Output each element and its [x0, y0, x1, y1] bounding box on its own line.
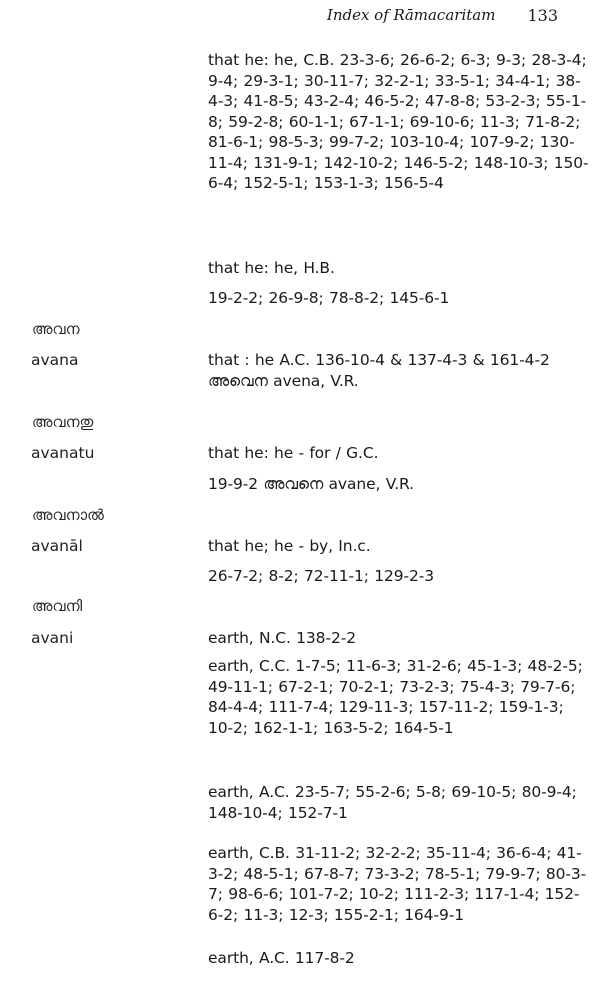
definition-continuation: that he: he, H.B. — [208, 259, 335, 277]
entry-definition: earth, C.B. 31-11-2; 32-2-2; 35-11-4; 36-6-4; 41-3-2; 48-5-1; 67-8-7; 73-3-2; 78-5-1; 79-9-7; 80-3-7; 98-6-6; 101-7-2; 10-2; 111-2-3; 117-1-4; 152-6-2; 11-3; 12-3; 155-2-1; 164-9-1 — [208, 844, 587, 924]
entry-definition: that he; he - by, In.c. — [208, 537, 371, 555]
entry-definition: 26-7-2; 8-2; 72-11-1; 129-2-3 — [208, 567, 434, 585]
entry-definition: that he: he - for / G.C. — [208, 444, 379, 462]
entry-definition: 19-9-2 അവനെ avane, V.R. — [208, 475, 414, 493]
entry-heading-malayalam: അവനാൽ — [32, 506, 104, 524]
entry-headword: avani — [31, 629, 74, 647]
entry-definition: earth, C.C. 1-7-5; 11-6-3; 31-2-6; 45-1-3; 48-2-5; 49-11-1; 67-2-1; 70-2-1; 73-2-3; 75-4-3; 79-7-6; 84-4-4; 111-7-4; 129-11-3; 157-11-2; 159-1-3; 10-2; 162-1-1; 163-5-2; 164-5-1 — [208, 657, 583, 737]
entry-headword: avanāl — [31, 537, 83, 555]
entry-heading-malayalam: അവനതു — [32, 413, 94, 431]
entry-headword: avana — [31, 351, 79, 369]
running-header — [327, 0, 558, 30]
entry-definition: earth, A.C. 23-5-7; 55-2-6; 5-8; 69-10-5; 80-9-4; 148-10-4; 152-7-1 — [208, 783, 577, 822]
entry-definition: earth, A.C. 117-8-2 — [208, 949, 355, 967]
entry-definition: earth, N.C. 138-2-2 — [208, 629, 356, 647]
entry-heading-malayalam: അവനി — [32, 597, 83, 615]
page-number: 133 — [527, 5, 558, 25]
entry-definition: that : he A.C. 136-10-4 & 137-4-3 & 161-4-2 അവെന avena, V.R. — [208, 351, 550, 390]
definition-continuation: that he: he, C.B. 23-3-6; 26-6-2; 6-3; 9-3; 28-3-4; 9-4; 29-3-1; 30-11-7; 32-2-1; 33-5-1; 34-4-1; 38-4-3; 41-8-5; 43-2-4; 46-5-2; 47-8-8; 53-2-3; 55-1-8; 59-2-8; 60-1-1; 67-1-1; 69-10-6; 11-3; 71-8-2; 81-6-1; 98-5-3; 99-7-2; 103-10-4; 107-9-2; 130-11-4; 131-9-1; 142-10-2; 146-5-2; 148-10-3; 150-6-4; 152-5-1; 153-1-3; 156-5-4 — [208, 51, 589, 192]
entry-headword: avanatu — [31, 444, 95, 462]
entry-heading-malayalam: അവന — [32, 320, 80, 338]
running-header-title: Index of Rāmacaritam — [326, 6, 496, 24]
definition-references: 19-2-2; 26-9-8; 78-8-2; 145-6-1 — [208, 289, 450, 307]
